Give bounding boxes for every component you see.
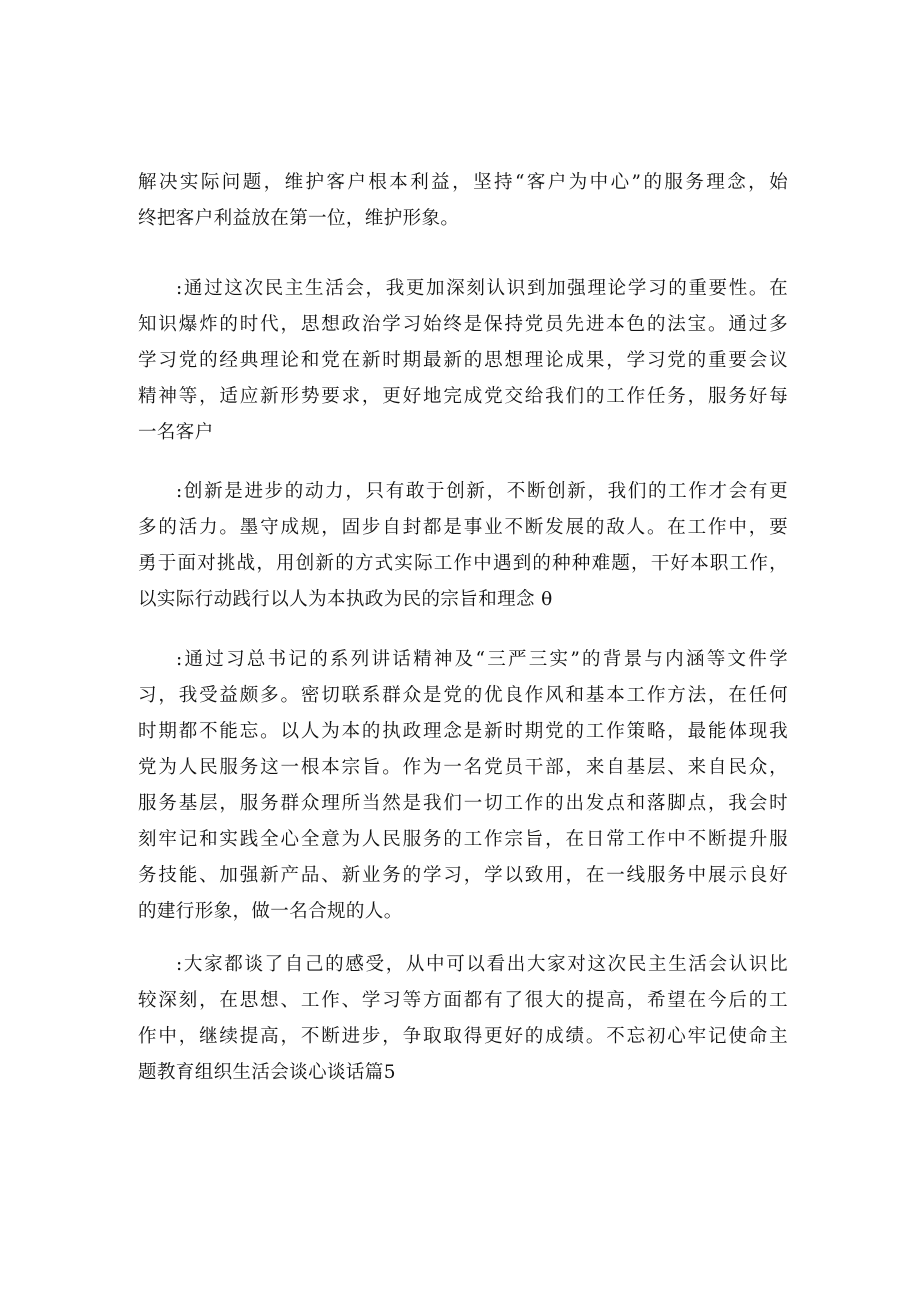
text-line: 知识爆炸的时代，思想政治学习始终是保持党员先进本色的法宝。通过多 (138, 314, 788, 335)
paragraph-5 (138, 947, 788, 1091)
text-line: 习，我受益颇多。密切联系群众是党的优良作风和基本工作方法，在任何 (138, 685, 788, 706)
text-line: 精神等，适应新形势要求，更好地完成党交给我们的工作任务，服务好每 (138, 386, 788, 407)
text-line: 题教育组织生活会谈心谈话篇5 (138, 1062, 396, 1083)
text-line: 务技能、加强新产品、新业务的学习，学以致用，在一线服务中展示良好 (138, 865, 788, 886)
text-line: 服务基层，服务群众理所当然是我们一切工作的出发点和落脚点，我会时 (138, 793, 788, 814)
paragraph-4 (138, 642, 788, 930)
text-line: 刻牢记和实践全心全意为人民服务的工作宗旨，在日常工作中不断提升服 (138, 829, 788, 850)
text-line: 党为人民服务这一根本宗旨。作为一名党员干部，来自基层、来自民众， (138, 757, 788, 778)
paragraph-3 (138, 474, 788, 618)
text-line: 的建行形象，做一名合规的人。 (138, 901, 403, 922)
text-line: 学习党的经典理论和党在新时期最新的思想理论成果，学习党的重要会议 (138, 350, 788, 371)
text-line: :创新是进步的动力，只有敢于创新，不断创新，我们的工作才会有更 (176, 481, 788, 502)
text-line: 勇于面对挑战，用创新的方式实际工作中遇到的种种难题，干好本职工作， (138, 553, 788, 574)
text-line: 多的活力。墨守成规，固步自封都是事业不断发展的敌人。在工作中，要 (138, 517, 788, 538)
text-line: :通过习总书记的系列讲话精神及“三严三实”的背景与内涵等文件学 (176, 649, 788, 670)
text-line: 作中，继续提高，不断进步，争取取得更好的成绩。不忘初心牢记使命主 (138, 1026, 788, 1047)
paragraph-1 (138, 165, 788, 237)
text-line: 时期都不能忘。以人为本的执政理念是新时期党的工作策略，最能体现我 (138, 721, 788, 742)
text-line: 解决实际问题，维护客户根本利益，坚持“客户为中心”的服务理念，始 (138, 172, 788, 193)
text-line: 以实际行动践行以人为本执政为民的宗旨和理念 θ (138, 589, 553, 610)
text-line: :大家都谈了自己的感受，从中可以看出大家对这次民主生活会认识比 (176, 954, 788, 975)
text-line: 终把客户利益放在第一位，维护形象。 (138, 208, 460, 229)
paragraph-2 (138, 271, 788, 451)
text-line: 较深刻，在思想、工作、学习等方面都有了很大的提高，希望在今后的工 (138, 990, 788, 1011)
text-line: :通过这次民主生活会，我更加深刻认识到加强理论学习的重要性。在 (176, 278, 788, 299)
text-line: 一名客户 (138, 422, 214, 443)
